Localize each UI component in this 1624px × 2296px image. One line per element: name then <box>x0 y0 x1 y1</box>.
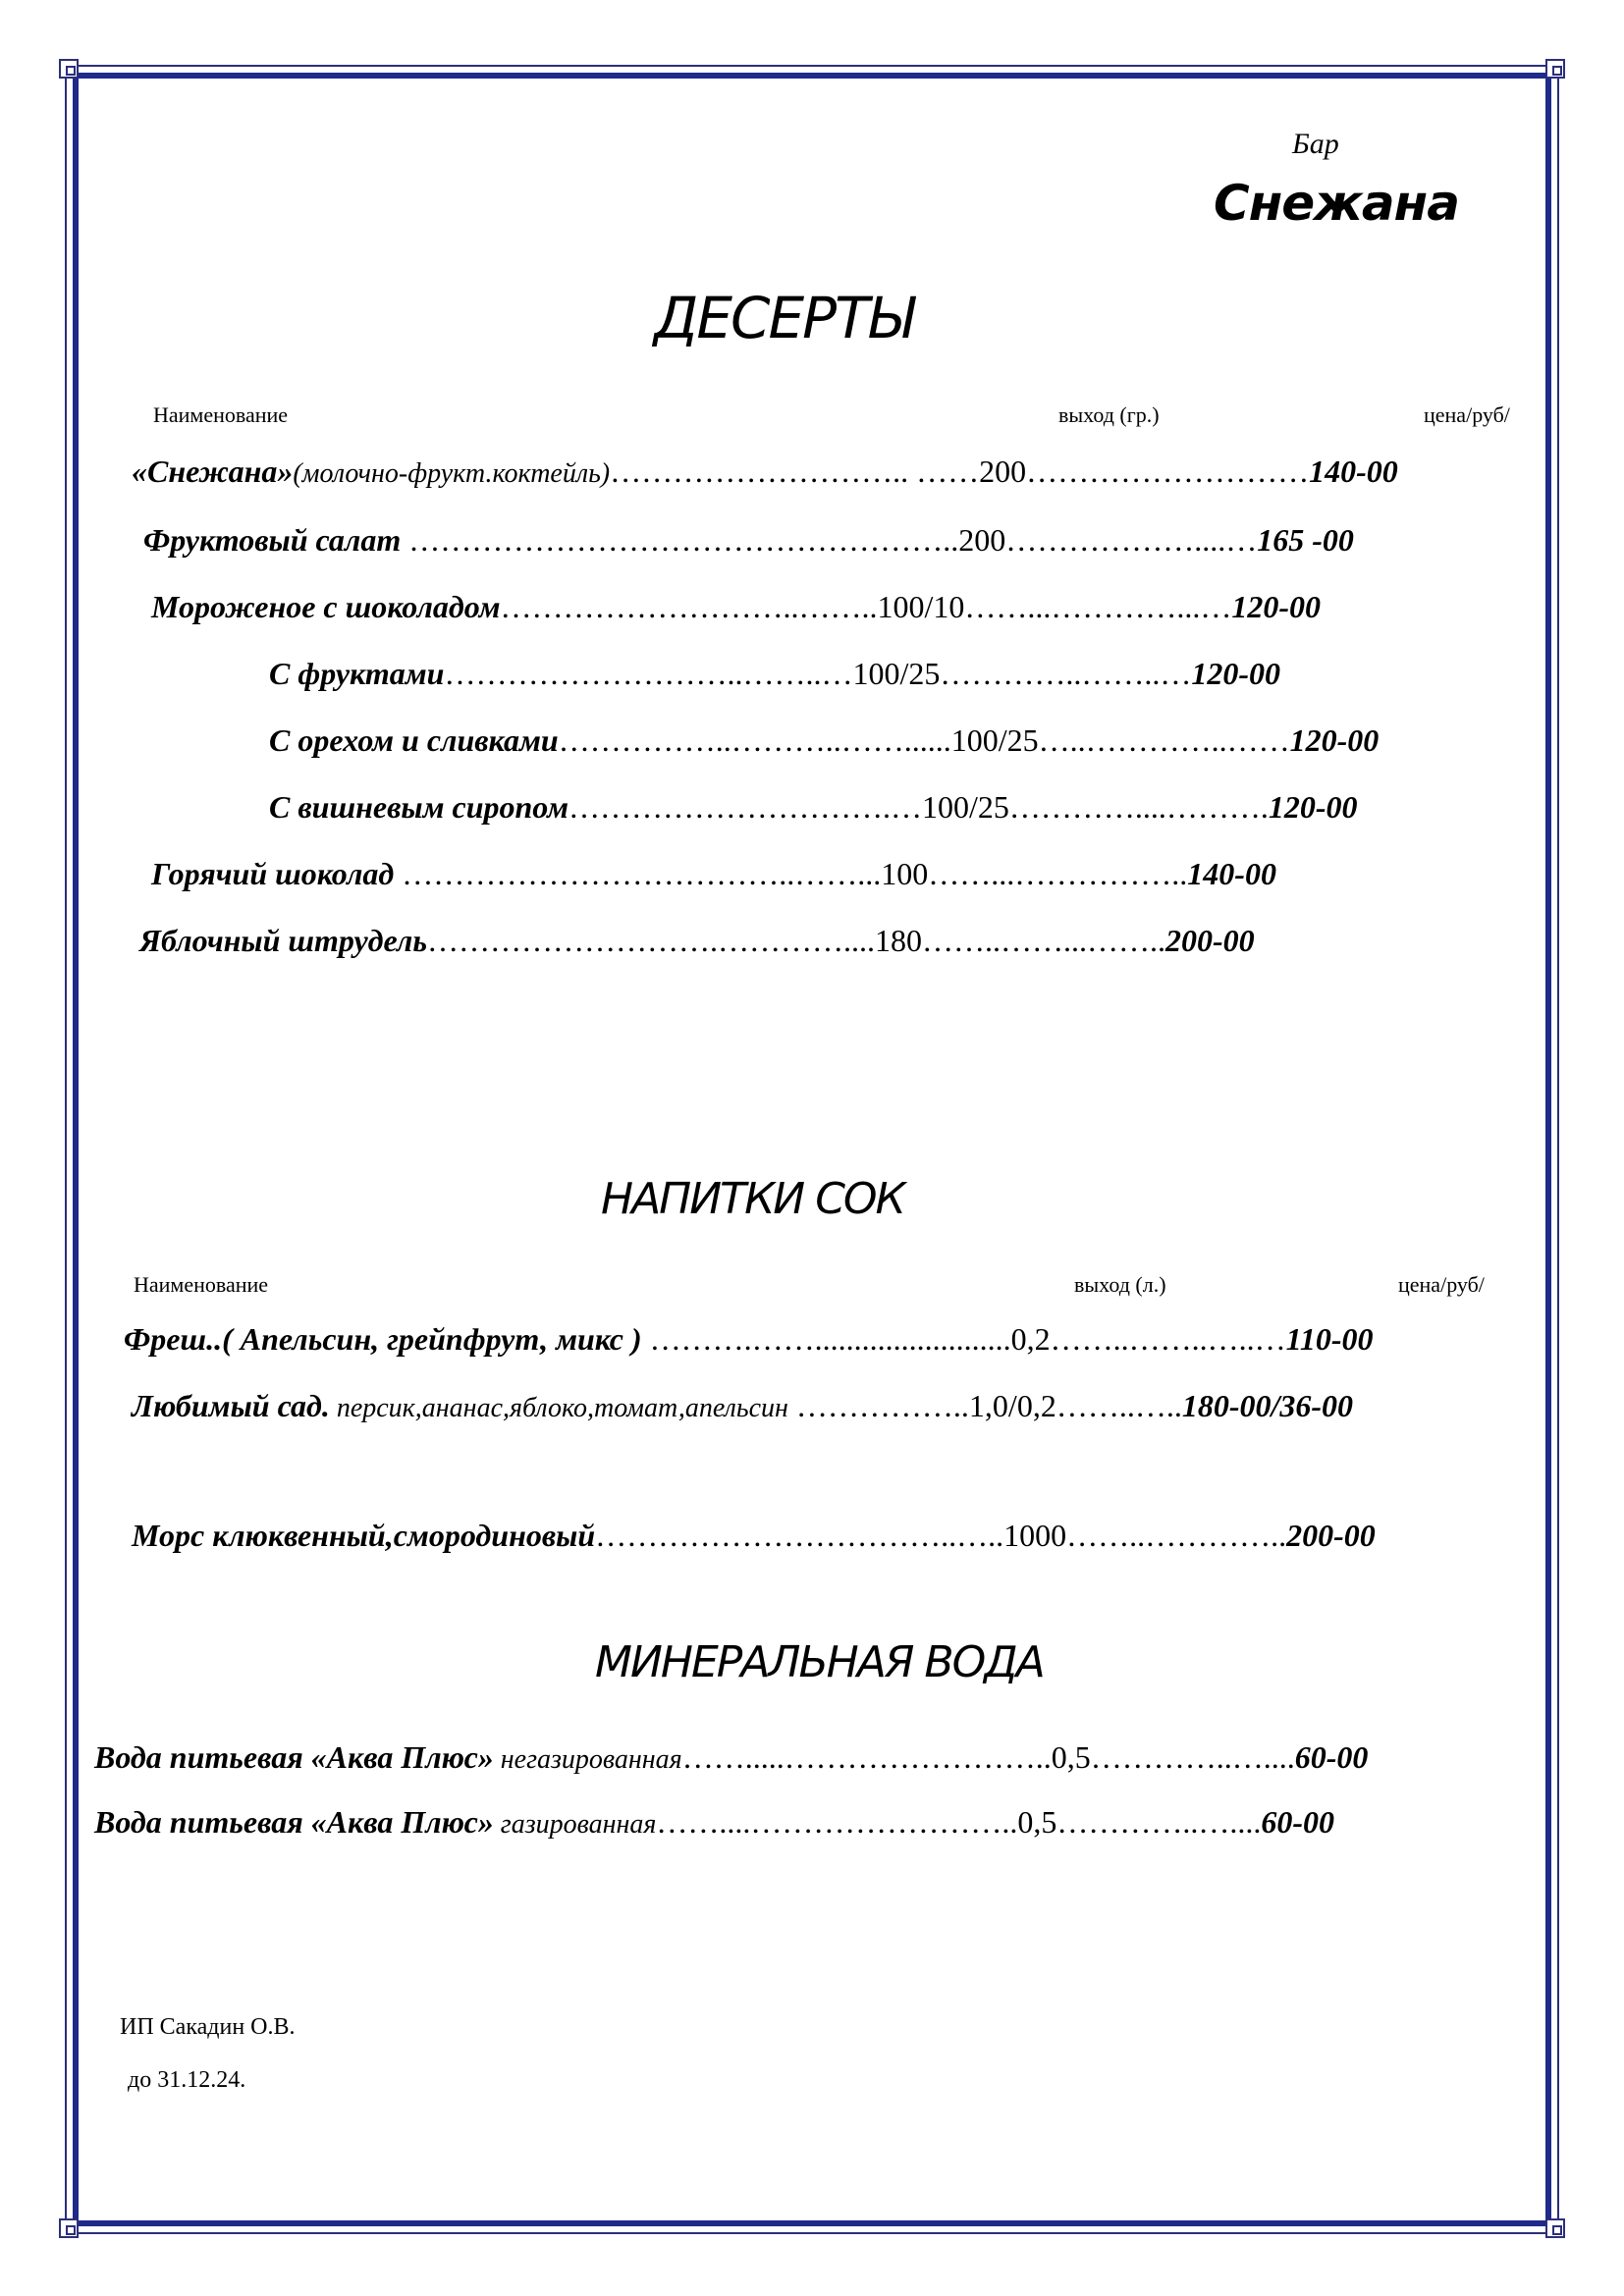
menu-item <box>151 589 1321 625</box>
leader-dots: …………..……..… <box>940 656 1192 691</box>
column-header-yield: выход (гр.) <box>1058 402 1160 427</box>
item-price: 60-00 <box>1294 1739 1369 1775</box>
item-note: негазированная <box>493 1744 682 1775</box>
leader-dots: ……..………….. <box>1066 1518 1287 1553</box>
leader-dots: ………………………..…….. <box>500 589 878 624</box>
bar-name: Снежана <box>1214 175 1459 232</box>
item-yield: 100 <box>881 856 929 891</box>
menu-item <box>139 923 1255 959</box>
leader-dots: …………………………………………….. <box>408 522 959 558</box>
item-price: 120-00 <box>1191 656 1280 691</box>
menu-item <box>269 722 1379 759</box>
menu-item <box>269 789 1358 826</box>
item-price: 60-00 <box>1261 1804 1335 1840</box>
valid-until-line: до 31.12.24. <box>128 2067 246 2093</box>
item-note: персик,ананас,яблоко,томат,апельсин <box>329 1393 788 1423</box>
leader-dots: ……...…………...… <box>964 589 1232 624</box>
leader-dots: ……………………….. …… <box>610 454 980 489</box>
item-name: Вода питьевая «Аква Плюс» <box>94 1804 494 1840</box>
leader-dots: ……………………… <box>1026 454 1310 489</box>
item-price: 120-00 <box>1289 722 1380 758</box>
item-yield: 100/25 <box>921 789 1009 825</box>
menu-item <box>151 856 1276 892</box>
item-yield: 0,5 <box>1017 1804 1057 1840</box>
item-name: С орехом и сливками <box>269 722 559 758</box>
item-price: 120-00 <box>1231 589 1322 624</box>
item-price: 180-00/36-00 <box>1181 1388 1354 1423</box>
item-yield: 100/25 <box>950 722 1039 758</box>
menu-item <box>132 1388 1353 1424</box>
item-name: Фреш..( Апельсин, грейпфрут, микс ) <box>124 1321 650 1357</box>
leader-dots: ……..….. <box>1056 1388 1182 1423</box>
leader-dots: …………....………. <box>1008 789 1269 825</box>
corner-ornament <box>1545 59 1565 79</box>
corner-ornament <box>59 2218 79 2238</box>
leader-dots: ……..……...…….. <box>921 923 1165 958</box>
item-yield: 1,0/0,2 <box>968 1388 1056 1423</box>
section-title-drinks: НАПИТКИ СОК <box>601 1174 904 1224</box>
leader-dots: ……....…………………….. <box>656 1804 1018 1840</box>
item-price: 165 -00 <box>1257 522 1354 558</box>
menu-item <box>143 522 1354 559</box>
item-note: (молочно-фрукт.коктейль) <box>293 458 611 489</box>
page-border-inner <box>73 73 1551 2226</box>
leader-dots: ……….……......................... <box>649 1321 1011 1357</box>
item-yield: 180 <box>874 923 922 958</box>
item-price: 140-00 <box>1187 856 1276 891</box>
owner-line: ИП Сакадин О.В. <box>120 2014 296 2040</box>
item-name: Любимый сад. <box>132 1388 330 1423</box>
leader-dots: ………………………………..……... <box>402 856 882 891</box>
leader-dots: ……..……..…..… <box>1050 1321 1286 1357</box>
leader-dots: …..…………..…… <box>1038 722 1290 758</box>
item-yield: 100/25 <box>852 656 941 691</box>
corner-ornament <box>59 59 79 79</box>
menu-item <box>124 1321 1374 1358</box>
bar-label: Бар <box>1292 128 1339 160</box>
column-header-price: цена/руб/ <box>1398 1272 1485 1297</box>
column-header-name: Наименование <box>153 402 289 427</box>
leader-dots: ……...…………….. <box>928 856 1188 891</box>
item-name: Вода питьевая «Аква Плюс» <box>94 1739 494 1775</box>
item-name: С вишневым сиропом <box>269 789 568 825</box>
leader-dots: …………..….... <box>1056 1804 1262 1840</box>
leader-dots: ………………....… <box>1005 522 1258 558</box>
item-name: Фруктовый салат <box>143 522 409 558</box>
item-yield: 1000 <box>1003 1518 1067 1553</box>
menu-item <box>132 454 1398 490</box>
item-yield: 0,5 <box>1051 1739 1091 1775</box>
leader-dots: …………..….... <box>1090 1739 1295 1775</box>
column-header-price: цена/руб/ <box>1424 402 1510 427</box>
item-name: Горячий шоколад <box>151 856 403 891</box>
menu-item <box>132 1518 1376 1554</box>
item-yield: 100/10 <box>877 589 965 624</box>
menu-item <box>94 1739 1368 1776</box>
section-title-desserts: ДЕСЕРТЫ <box>654 285 912 351</box>
item-note: газированная <box>493 1809 657 1840</box>
menu-item <box>94 1804 1334 1841</box>
item-yield: 0,2 <box>1010 1321 1051 1357</box>
column-header-yield: выход (л.) <box>1074 1272 1166 1297</box>
menu-item <box>269 656 1280 692</box>
leader-dots: ………………………..……..… <box>444 656 853 691</box>
item-name: Мороженое с шоколадом <box>151 589 501 624</box>
item-price: 200-00 <box>1164 923 1255 958</box>
column-header-name: Наименование <box>134 1272 269 1297</box>
section-title-mineral-water: МИНЕРАЛЬНАЯ ВОДА <box>595 1637 1044 1687</box>
item-price: 140-00 <box>1309 454 1398 489</box>
item-name: «Снежана» <box>132 454 294 489</box>
leader-dots: ………………………….… <box>568 789 922 825</box>
item-name: Яблочный штрудель <box>139 923 427 958</box>
item-price: 110-00 <box>1285 1321 1374 1357</box>
item-price: 120-00 <box>1268 789 1358 825</box>
leader-dots: ……………..………..……...... <box>558 722 951 758</box>
item-name: Морс клюквенный,смородиновый <box>132 1518 596 1553</box>
item-yield: 200 <box>979 454 1027 489</box>
item-name: С фруктами <box>269 656 445 691</box>
leader-dots: …….....…………………….. <box>681 1739 1052 1775</box>
leader-dots: …………….. <box>787 1388 969 1423</box>
item-yield: 200 <box>958 522 1006 558</box>
corner-ornament <box>1545 2218 1565 2238</box>
leader-dots: ……………………….………….... <box>426 923 875 958</box>
item-price: 200-00 <box>1286 1518 1376 1553</box>
leader-dots: ……………………………..….. <box>595 1518 1004 1553</box>
